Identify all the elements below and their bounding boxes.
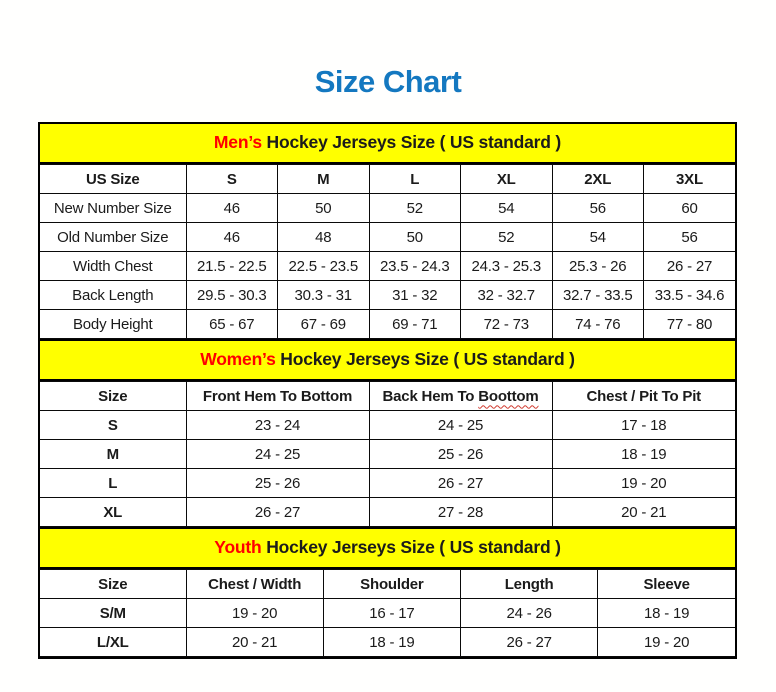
women-cell: 19 - 20 bbox=[552, 469, 735, 498]
men-cell: 30.3 - 31 bbox=[278, 281, 370, 310]
men-cell: 32.7 - 33.5 bbox=[552, 281, 644, 310]
youth-cell: 20 - 21 bbox=[186, 628, 323, 657]
men-row-label: Width Chest bbox=[40, 252, 186, 281]
women-row-label: M bbox=[40, 440, 186, 469]
men-cell: 74 - 76 bbox=[552, 310, 644, 339]
men-cell: 50 bbox=[369, 223, 461, 252]
men-cell: 65 - 67 bbox=[186, 310, 278, 339]
women-column-header-1: Front Hem To Bottom bbox=[186, 382, 369, 411]
men-cell: 48 bbox=[278, 223, 370, 252]
men-section-banner bbox=[40, 124, 735, 164]
men-cell: 31 - 32 bbox=[369, 281, 461, 310]
women-row-label: S bbox=[40, 411, 186, 440]
men-column-header-1: S bbox=[186, 165, 278, 194]
women-column-header-0: Size bbox=[40, 382, 186, 411]
men-column-header-6: 3XL bbox=[644, 165, 736, 194]
women-column-header-2: Back Hem To Boottom bbox=[369, 382, 552, 411]
women-cell: 24 - 25 bbox=[186, 440, 369, 469]
women-cell: 25 - 26 bbox=[186, 469, 369, 498]
men-column-header-3: L bbox=[369, 165, 461, 194]
youth-section-banner bbox=[40, 527, 735, 569]
women-header-row bbox=[40, 382, 735, 411]
men-cell: 29.5 - 30.3 bbox=[186, 281, 278, 310]
women-size-table bbox=[40, 381, 735, 527]
men-row-label: Body Height bbox=[40, 310, 186, 339]
women-banner-text: Hockey Jerseys Size ( US standard ) bbox=[275, 349, 575, 369]
men-size-table bbox=[40, 164, 735, 339]
women-table-row-s bbox=[40, 411, 735, 440]
youth-column-header-3: Length bbox=[461, 570, 598, 599]
men-column-header-4: XL bbox=[461, 165, 553, 194]
men-cell: 77 - 80 bbox=[644, 310, 736, 339]
youth-banner-highlight: Youth bbox=[214, 537, 262, 557]
men-cell: 50 bbox=[278, 194, 370, 223]
men-cell: 52 bbox=[369, 194, 461, 223]
youth-cell: 24 - 26 bbox=[461, 599, 598, 628]
page-title: Size Chart bbox=[314, 64, 462, 99]
men-column-header-2: M bbox=[278, 165, 370, 194]
men-cell: 22.5 - 23.5 bbox=[278, 252, 370, 281]
men-cell: 26 - 27 bbox=[644, 252, 736, 281]
men-cell: 25.3 - 26 bbox=[552, 252, 644, 281]
women-cell: 27 - 28 bbox=[369, 498, 552, 527]
men-cell: 67 - 69 bbox=[278, 310, 370, 339]
men-table-row-old-number-size bbox=[40, 223, 735, 252]
women-section-banner bbox=[40, 339, 735, 381]
men-table-row-body-height bbox=[40, 310, 735, 339]
women-table-row-m bbox=[40, 440, 735, 469]
men-cell: 56 bbox=[644, 223, 736, 252]
women-cell: 26 - 27 bbox=[186, 498, 369, 527]
men-row-label: Back Length bbox=[40, 281, 186, 310]
women-cell: 23 - 24 bbox=[186, 411, 369, 440]
men-table-row-width-chest bbox=[40, 252, 735, 281]
youth-column-header-1: Chest / Width bbox=[186, 570, 323, 599]
women-row-label: L bbox=[40, 469, 186, 498]
men-row-label: Old Number Size bbox=[40, 223, 186, 252]
youth-cell: 19 - 20 bbox=[186, 599, 323, 628]
women-table-row-xl bbox=[40, 498, 735, 527]
men-cell: 24.3 - 25.3 bbox=[461, 252, 553, 281]
men-header-row bbox=[40, 165, 735, 194]
youth-size-table bbox=[40, 569, 735, 657]
men-cell: 33.5 - 34.6 bbox=[644, 281, 736, 310]
men-cell: 69 - 71 bbox=[369, 310, 461, 339]
men-table-row-back-length bbox=[40, 281, 735, 310]
women-column-header-3: Chest / Pit To Pit bbox=[552, 382, 735, 411]
women-cell: 20 - 21 bbox=[552, 498, 735, 527]
youth-row-label: S/M bbox=[40, 599, 186, 628]
men-cell: 52 bbox=[461, 223, 553, 252]
youth-table-row-s-m bbox=[40, 599, 735, 628]
men-cell: 46 bbox=[186, 223, 278, 252]
men-cell: 46 bbox=[186, 194, 278, 223]
women-cell: 26 - 27 bbox=[369, 469, 552, 498]
youth-column-header-0: Size bbox=[40, 570, 186, 599]
women-table-row-l bbox=[40, 469, 735, 498]
women-cell: 25 - 26 bbox=[369, 440, 552, 469]
youth-cell: 18 - 19 bbox=[323, 628, 460, 657]
men-column-header-5: 2XL bbox=[552, 165, 644, 194]
women-cell: 17 - 18 bbox=[552, 411, 735, 440]
men-cell: 60 bbox=[644, 194, 736, 223]
men-cell: 72 - 73 bbox=[461, 310, 553, 339]
youth-header-row bbox=[40, 570, 735, 599]
men-cell: 32 - 32.7 bbox=[461, 281, 553, 310]
women-row-label: XL bbox=[40, 498, 186, 527]
youth-banner-text: Hockey Jerseys Size ( US standard ) bbox=[261, 537, 561, 557]
men-cell: 56 bbox=[552, 194, 644, 223]
men-cell: 21.5 - 22.5 bbox=[186, 252, 278, 281]
men-column-header-0: US Size bbox=[40, 165, 186, 194]
men-row-label: New Number Size bbox=[40, 194, 186, 223]
youth-table-row-l-xl bbox=[40, 628, 735, 657]
youth-cell: 19 - 20 bbox=[598, 628, 735, 657]
women-cell: 24 - 25 bbox=[369, 411, 552, 440]
spellcheck-wavy-underline: Boottom bbox=[478, 387, 539, 405]
youth-row-label: L/XL bbox=[40, 628, 186, 657]
men-cell: 23.5 - 24.3 bbox=[369, 252, 461, 281]
men-table-row-new-number-size bbox=[40, 194, 735, 223]
men-cell: 54 bbox=[552, 223, 644, 252]
youth-cell: 16 - 17 bbox=[323, 599, 460, 628]
men-cell: 54 bbox=[461, 194, 553, 223]
youth-cell: 18 - 19 bbox=[598, 599, 735, 628]
youth-column-header-4: Sleeve bbox=[598, 570, 735, 599]
youth-cell: 26 - 27 bbox=[461, 628, 598, 657]
women-cell: 18 - 19 bbox=[552, 440, 735, 469]
size-chart-tables bbox=[38, 122, 737, 659]
men-banner-text: Hockey Jerseys Size ( US standard ) bbox=[261, 132, 562, 152]
men-banner-highlight: Men’s bbox=[213, 132, 262, 152]
women-banner-highlight: Women’s bbox=[200, 349, 276, 369]
youth-column-header-2: Shoulder bbox=[323, 570, 460, 599]
